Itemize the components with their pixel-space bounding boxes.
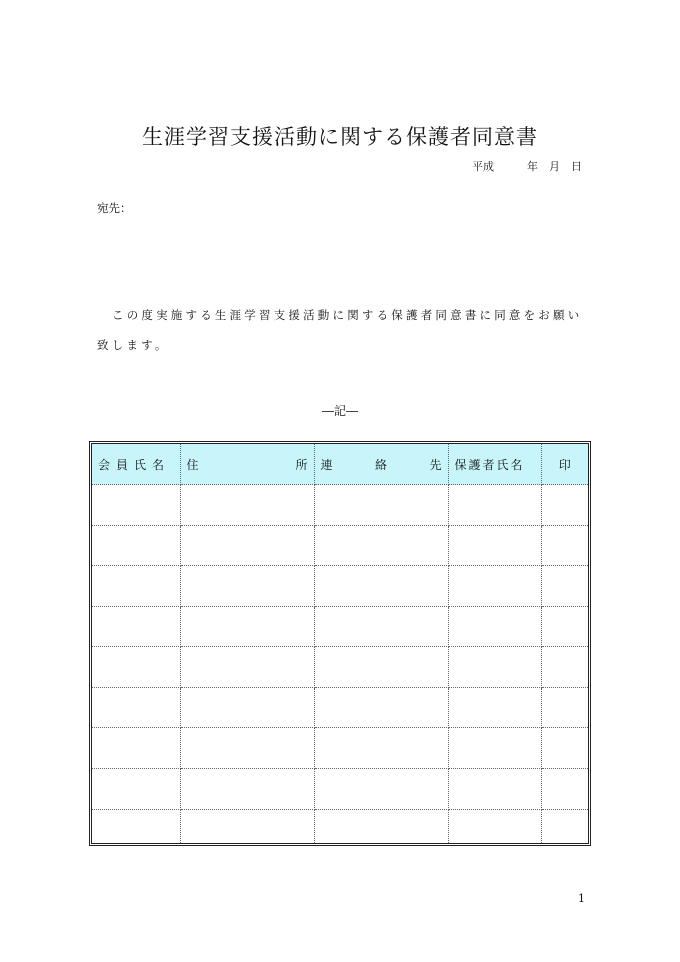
member-name-cell[interactable]: [92, 728, 180, 769]
contact-cell[interactable]: [314, 728, 448, 769]
address-cell[interactable]: [180, 769, 314, 810]
guardian-name-cell[interactable]: [448, 728, 541, 769]
table-row: [92, 687, 588, 728]
seal-cell[interactable]: [541, 485, 588, 526]
address-cell[interactable]: [180, 687, 314, 728]
seal-cell[interactable]: [541, 606, 588, 647]
section-heading-ki: ―記―: [321, 404, 358, 418]
date-field: 平成 年 月 日: [472, 160, 582, 173]
member-name-cell[interactable]: [92, 606, 180, 647]
table-row: [92, 809, 588, 843]
address-cell[interactable]: [180, 606, 314, 647]
member-name-cell[interactable]: [92, 566, 180, 607]
guardian-name-cell[interactable]: [448, 769, 541, 810]
header-address-char-2: 所: [295, 457, 308, 472]
body-text-line-1: この度実施する生涯学習支援活動に関する保護者同意書に同意をお願い: [112, 308, 583, 322]
table-row: [92, 525, 588, 566]
address-cell[interactable]: [180, 647, 314, 688]
addressee-label: 宛先：: [97, 201, 132, 215]
body-text-line-2: 致します。: [97, 338, 170, 352]
header-seal: 印: [541, 444, 588, 485]
guardian-name-cell[interactable]: [448, 687, 541, 728]
member-name-cell[interactable]: [92, 687, 180, 728]
table-row: [92, 566, 588, 607]
header-address-char-1: 住: [186, 457, 199, 472]
seal-cell[interactable]: [541, 769, 588, 810]
header-contact-char-2: 絡: [374, 457, 387, 472]
table-row: [92, 769, 588, 810]
header-contact-char-1: 連: [320, 457, 333, 472]
member-name-cell[interactable]: [92, 809, 180, 843]
document-title: 生涯学習支援活動に関する保護者同意書: [142, 125, 538, 149]
member-name-cell[interactable]: [92, 485, 180, 526]
table-row: [92, 485, 588, 526]
contact-cell[interactable]: [314, 485, 448, 526]
guardian-name-cell[interactable]: [448, 566, 541, 607]
contact-cell[interactable]: [314, 769, 448, 810]
member-name-cell[interactable]: [92, 525, 180, 566]
page-number: 1: [578, 892, 585, 905]
header-member-name: 会員氏名: [92, 444, 180, 485]
seal-cell[interactable]: [541, 647, 588, 688]
header-address: [180, 444, 314, 485]
table-body: [92, 485, 588, 844]
address-cell[interactable]: [180, 728, 314, 769]
member-name-cell[interactable]: [92, 647, 180, 688]
contact-cell[interactable]: [314, 809, 448, 843]
address-cell[interactable]: [180, 525, 314, 566]
contact-cell[interactable]: [314, 525, 448, 566]
address-cell[interactable]: [180, 566, 314, 607]
table-row: [92, 606, 588, 647]
table-header-row: [92, 444, 588, 485]
header-contact: [314, 444, 448, 485]
contact-cell[interactable]: [314, 606, 448, 647]
contact-cell[interactable]: [314, 687, 448, 728]
guardian-name-cell[interactable]: [448, 525, 541, 566]
contact-cell[interactable]: [314, 647, 448, 688]
table-grid: [92, 444, 588, 843]
seal-cell[interactable]: [541, 687, 588, 728]
member-name-cell[interactable]: [92, 769, 180, 810]
contact-cell[interactable]: [314, 566, 448, 607]
seal-cell[interactable]: [541, 728, 588, 769]
header-contact-char-3: 先: [429, 457, 442, 472]
header-guardian-name: 保護者氏名: [448, 444, 541, 485]
guardian-name-cell[interactable]: [448, 647, 541, 688]
table-row: [92, 647, 588, 688]
seal-cell[interactable]: [541, 525, 588, 566]
guardian-name-cell[interactable]: [448, 809, 541, 843]
member-consent-table: [89, 441, 591, 846]
seal-cell[interactable]: [541, 809, 588, 843]
address-cell[interactable]: [180, 809, 314, 843]
address-cell[interactable]: [180, 485, 314, 526]
guardian-name-cell[interactable]: [448, 606, 541, 647]
guardian-name-cell[interactable]: [448, 485, 541, 526]
seal-cell[interactable]: [541, 566, 588, 607]
table-row: [92, 728, 588, 769]
